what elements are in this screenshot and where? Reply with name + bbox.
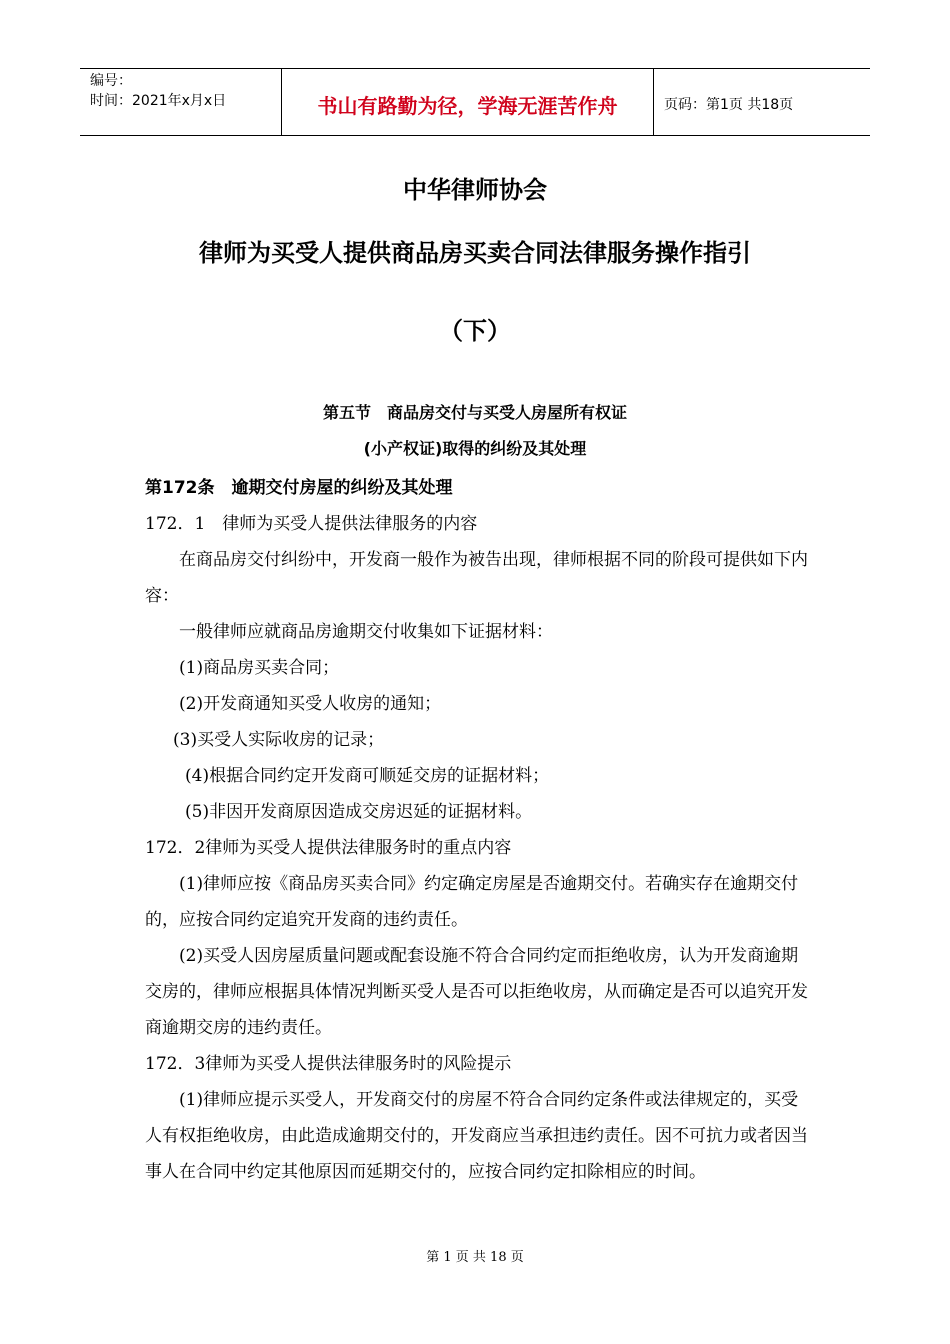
list-item: (5)非因开发商原因造成交房迟延的证据材料。 bbox=[185, 802, 533, 822]
paragraph-172-3-1: (1)律师应提示买受人，开发商交付的房屋不符合合同约定条件或法律规定的，买受人有权拒绝收房，由此造成逾期交付的，开发商应当承担违约责任。因不可抗力或者因当事人在合同中约定其他原因而延期交付的，应按合同约定扣除相应的时间。 bbox=[145, 1090, 808, 1182]
paragraph-intro: 在商品房交付纠纷中，开发商一般作为被告出现，律师根据不同的阶段可提供如下内容： bbox=[145, 550, 808, 606]
list-item: (2)开发商通知买受人收房的通知； bbox=[179, 694, 442, 714]
time-label: 时间：2021年x月x日 bbox=[90, 93, 227, 109]
title-guideline: 律师为买受人提供商品房买卖合同法律服务操作指引 bbox=[199, 239, 751, 267]
subsection-172-1: 172．1 律师为买受人提供法律服务的内容 bbox=[145, 514, 478, 534]
header-motto: 书山有路勤为径，学海无涯苦作舟 bbox=[282, 69, 654, 135]
paragraph-evidence: 一般律师应就商品房逾期交付收集如下证据材料： bbox=[179, 622, 553, 642]
number-label: 编号： bbox=[90, 73, 132, 89]
section-heading-line2: (小产权证)取得的纠纷及其处理 bbox=[363, 439, 587, 458]
paragraph-172-2-1: (1)律师应按《商品房买卖合同》约定确定房屋是否逾期交付。若确实存在逾期交付的，应按合同约定追究开发商的违约责任。 bbox=[145, 874, 799, 930]
page-footer: 第 1 页 共 18 页 bbox=[426, 1250, 524, 1265]
document-body bbox=[145, 470, 810, 1190]
section-heading-line1: 第五节 商品房交付与买受人房屋所有权证 bbox=[322, 403, 627, 422]
subsection-172-2: 172．2律师为买受人提供法律服务时的重点内容 bbox=[145, 838, 512, 858]
title-part: （下） bbox=[439, 317, 511, 345]
list-item: (3)买受人实际收房的记录； bbox=[173, 730, 385, 750]
title-association: 中华律师协会 bbox=[403, 176, 547, 204]
article-heading: 第172条 逾期交付房屋的纠纷及其处理 bbox=[145, 478, 453, 498]
list-item: (1)商品房买卖合同； bbox=[179, 658, 340, 678]
paragraph-172-2-2: (2)买受人因房屋质量问题或配套设施不符合合同约定而拒绝收房，认为开发商逾期交房的，律师应根据具体情况判断买受人是否可以拒绝收房，从而确定是否可以追究开发商逾期交房的违约责任。 bbox=[145, 946, 808, 1038]
subsection-172-3: 172．3律师为买受人提供法律服务时的风险提示 bbox=[145, 1054, 512, 1074]
page-header bbox=[80, 68, 870, 136]
list-item: (4)根据合同约定开发商可顺延交房的证据材料； bbox=[185, 766, 550, 786]
header-page-info: 页码：第1页 共18页 bbox=[664, 97, 794, 113]
header-meta bbox=[80, 69, 282, 135]
